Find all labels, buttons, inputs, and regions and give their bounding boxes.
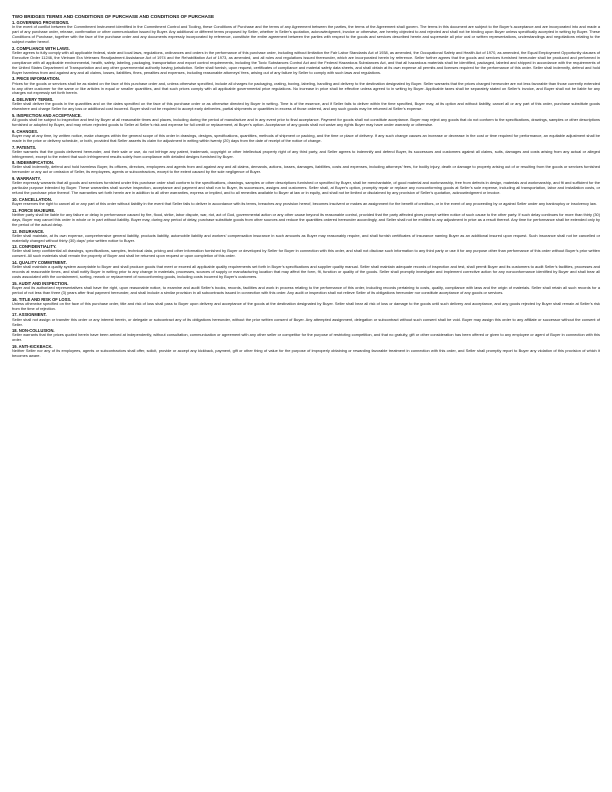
section-body: Seller warrants that the goods delivered hereunder, and their sale or use, do not infringe any patent, trademark, copyright or other intellectual property right of any third party, and Seller agrees to indemnify and defend Buyer, its successors and customers against all claims, suits, damages and costs arising from any actual or alleged infringement, except to the extent that such infringement results solely from compliance with detailed designs furnished by Buyer.	[12, 148, 600, 159]
terms-section	[12, 197, 600, 207]
section-body: Buyer and its authorized representatives shall have the right, upon reasonable notice, to examine and audit Seller’s books, records, facilities and work in process relating to the performance of this order, including records pertaining to costs, quality, compliance with laws and the origin of materials. Seller shall retain all such records for a period of not less than three (3) years after final payment hereunder, and shall include a similar provision in all subcontracts issued in connection with this order. Any audit or inspection shall not relieve Seller of its obligations hereunder nor constitute acceptance of any goods or services.	[12, 284, 600, 295]
section-body: All goods shall be subject to inspection and test by Buyer at all reasonable times and places, including during the period of manufacture and in any event prior to final acceptance. Payment for goods shall not constitute acceptance. Buyer may reject any goods that do not conform to the specifications, drawings, samples or other descriptions furnished or adopted by Buyer, and may return rejected goods to Seller at Seller’s risk and expense for full credit or replacement, at Buyer’s option. Acceptance of any goods shall not waive any rights Buyer may have under warranty or otherwise.	[12, 117, 600, 128]
section-body: Seller shall keep confidential all drawings, specifications, samples, technical data, pricing and other information furnished by Buyer or developed by Seller for Buyer in connection with this order, and shall not disclose such information to any third party or use it for any purpose other than performance of this order without Buyer’s prior written consent. All such materials shall remain the property of Buyer and shall be returned upon request or upon completion of this order.	[12, 248, 600, 259]
section-heading: 8. INDEMNIFICATION.	[12, 160, 54, 166]
section-heading: 4. DELIVERY TERMS.	[12, 97, 54, 103]
section-heading: 1. GOVERNING PROVISIONS.	[12, 20, 70, 26]
section-heading: 6. CHANGES.	[12, 128, 39, 134]
terms-section	[12, 46, 600, 76]
terms-section	[12, 145, 600, 160]
terms-section	[12, 113, 600, 128]
section-heading: 19. ANTI-KICKBACK.	[12, 344, 53, 350]
section-body: Seller agrees to fully comply with all applicable federal, state and local laws, regulations, ordinances and orders in the performance of this purchase order, including without limitation the Fair Labor Standards Act of 1938, as amended, the Occupational Safety and Health Act of 1970, as amended, the Equal Employment Opportunity clauses of Executive Order 11246, the Vietnam Era Veterans Readjustment Assistance Act of 1974 and the Rehabilitation Act of 1973, as amended, and all rules and regulations issued thereunder, which are incorporated herein by reference. Seller further agrees that the goods and services furnished hereunder shall be produced and performed in compliance with all applicable environmental, health, safety, labeling, packaging, transportation and export control requirements, including the Toxic Substances Control Act and the Federal Hazardous Substances Act, and that all hazardous materials shall be identified, packaged, labeled and shipped in accordance with the requirements of the United States Department of Transportation and any other governmental authority having jurisdiction. Seller shall furnish, upon request, certificates of compliance and material safety data sheets, and shall obtain at its own expense all permits and licenses required for the performance of this order. Seller shall indemnify, defend and hold Buyer harmless from and against any and all claims, losses, liabilities, fines, penalties and expenses, including reasonable attorneys’ fees, arising out of any failure by Seller to comply with such laws and regulations.	[12, 49, 600, 75]
section-heading: 18. NON-COLLUSION.	[12, 328, 55, 334]
section-body: Seller shall not assign or transfer this order or any interest herein, or delegate or subcontract any of its obligations hereunder, without the prior written consent of Buyer. Any attempted assignment, delegation or subcontract without such consent shall be void. Buyer may assign this order to any affiliate or successor without the consent of Seller.	[12, 316, 600, 327]
terms-section	[12, 97, 600, 112]
terms-section	[12, 260, 600, 280]
section-heading: 15. AUDIT AND INSPECTION.	[12, 280, 69, 286]
terms-sections	[12, 20, 600, 359]
terms-section	[12, 129, 600, 144]
section-body: Seller shall maintain a quality system acceptable to Buyer and shall produce goods that meet or exceed all applicable quality requirements set forth in Buyer’s specifications and supplier quality manual. Seller shall maintain adequate records of inspection and test, shall permit Buyer and its customers to audit Seller’s facilities, processes and records at reasonable times, and shall notify Buyer in writing prior to any change in materials, processes, sources of supply or manufacturing location that may affect the form, fit, function or quality of the goods. Seller shall promptly investigate and implement corrective action for any nonconformance identified by Buyer and shall bear all costs associated with the containment, sorting, rework or replacement of nonconforming goods, including costs incurred by Buyer’s customers.	[12, 264, 600, 280]
section-body: Buyer may at any time, by written notice, make changes within the general scope of this order in drawings, designs, specifications, quantities, methods of shipment or packing, and the time or place of delivery. If any such change causes an increase or decrease in the cost or time required for performance, an equitable adjustment shall be made in the price or delivery schedule, or both, provided that Seller asserts its claim for adjustment in writing within twenty (20) days from the date of receipt of the notice of change.	[12, 132, 600, 143]
terms-section	[12, 20, 600, 45]
terms-section	[12, 244, 600, 259]
section-heading: 9. WARRANTY.	[12, 176, 41, 182]
section-heading: 2. COMPLIANCE WITH LAWS.	[12, 45, 70, 51]
section-heading: 7. PATENTS.	[12, 144, 37, 150]
section-heading: 13. CONFIDENTIALITY.	[12, 244, 57, 250]
section-body: Buyer reserves the right to cancel all or any part of this order without liability in the event that Seller fails to deliver in accordance with its terms, breaches any provision hereof, becomes insolvent or makes an assignment for the benefit of creditors, or in the event of any proceeding by or against Seller under any bankruptcy or insolvency law.	[12, 201, 597, 207]
terms-section	[12, 344, 600, 359]
terms-section	[12, 76, 600, 96]
section-body: Seller shall deliver the goods in the quantities and on the dates specified on the face of this purchase order or as otherwise directed by Buyer in writing. Time is of the essence, and if Seller fails to deliver within the time specified, Buyer may, at its option and without liability, cancel all or any part of this order, purchase substitute goods elsewhere and charge Seller for any loss or additional cost incurred. Buyer shall not be required to accept early deliveries, partial shipments or quantities in excess of those ordered, and any such goods may be returned at Seller’s expense.	[12, 101, 600, 112]
terms-section	[12, 297, 600, 312]
section-heading: 12. INSURANCE.	[12, 228, 45, 234]
terms-section	[12, 176, 600, 196]
section-body: Seller warrants that the prices quoted herein have been arrived at independently, without consultation, communication or agreement with any other seller or competitor for the purpose of restricting competition, and that no gratuity, gift or other consideration has been offered or given to any employee or agent of Buyer in connection with this order.	[12, 332, 600, 343]
section-body: Neither party shall be liable for any failure or delay in performance caused by fire, flood, strike, labor dispute, war, riot, act of God, governmental action or any other cause beyond its reasonable control, provided that the party affected gives prompt written notice of such cause to the other party. If such delay continues for more than thirty (30) days, Buyer may cancel this order in whole or in part without liability. Buyer may, during any period of delay, purchase substitute goods from other sources and reduce the quantities ordered hereunder accordingly, and Seller shall not be entitled to any adjustment in price as a result thereof. Any time for performance shall be extended only by the period of the actual delay.	[12, 211, 600, 227]
section-heading: 17. ASSIGNMENT.	[12, 312, 47, 318]
section-heading: 11. FORCE MAJEURE.	[12, 207, 56, 213]
terms-section	[12, 312, 600, 327]
terms-section	[12, 281, 600, 296]
section-heading: 14. QUALITY COMMITMENT.	[12, 260, 67, 266]
terms-section	[12, 160, 600, 175]
section-heading: 10. CANCELLATION.	[12, 196, 52, 202]
section-body: Seller shall indemnify, defend and hold harmless Buyer, its officers, directors, employees and agents from and against any and all claims, demands, actions, losses, damages, liabilities, costs and expenses, including attorneys’ fees, for bodily injury, death or damage to property arising out of or resulting from the goods or services furnished hereunder or any act or omission of Seller, its employees, agents or subcontractors, except to the extent caused by the sole negligence of Buyer.	[12, 164, 600, 175]
section-heading: 3. PRICE INFORMATION.	[12, 76, 60, 82]
section-heading: 16. TITLE AND RISK OF LOSS.	[12, 296, 72, 302]
terms-section	[12, 328, 600, 343]
terms-section	[12, 229, 600, 244]
section-body: Prices for the goods or services shall be as stated on the face of this purchase order and, unless otherwise specified, include all charges for packaging, crating, boxing, labeling, handling and delivery to the destination designated by Buyer. Seller warrants that the prices charged hereunder are not less favorable than those currently extended to any other customer for the same or like articles in equal or smaller quantities, and that such prices comply with all applicable governmental price regulations. No increase in price shall be effective unless agreed to in writing by Buyer. Applicable taxes shall be separately stated on Seller’s invoice, and Buyer shall not be liable for any charges not expressly set forth herein.	[12, 80, 600, 96]
document-title: TWO BRIDGES TERMS AND CONDITIONS OF PURCHASE AND CONDITIONS OF PURCHASE	[12, 14, 215, 19]
section-body: Unless otherwise specified on the face of this purchase order, title and risk of loss shall pass to Buyer upon delivery and acceptance of the goods at the destination designated by Buyer. Seller shall bear all risk of loss or damage to the goods until such delivery and acceptance, and any goods rejected by Buyer shall remain at Seller’s risk from the time of rejection.	[12, 300, 600, 311]
section-heading: 5. INSPECTION AND ACCEPTANCE.	[12, 113, 82, 118]
terms-section	[12, 208, 600, 228]
section-body: Seller expressly warrants that all goods and services furnished under this purchase order shall conform to the specifications, drawings, samples or other descriptions furnished or specified by Buyer, shall be merchantable, of good material and workmanship, free from defects in design, materials and workmanship, and fit and sufficient for the particular purpose intended by Buyer. These warranties shall survive inspection, acceptance and payment and shall run to Buyer, its successors, assigns and customers. Seller shall, at Buyer’s option, promptly repair or replace any nonconforming goods at Seller’s sole expense, including all transportation, labor and installation costs, or refund the purchase price thereof. The warranties set forth herein are in addition to all other warranties, express or implied, and to all remedies available to Buyer at law or in equity, and shall not be limited or disclaimed by any provision of Seller’s quotation, acknowledgment or invoice.	[12, 180, 600, 196]
section-body: In the event of conflict between the Commitment Instrument identified in the Commitment Control and Tooling, these Conditions of Purchase and the terms of any Agreement between the parties, the terms of the Agreement shall govern. The terms in this document are subject to the Buyer’s acceptance and are incorporated into and made a part of any purchase order, release, confirmation or other communication issued by Buyer. Any additional or different terms proposed by Seller, whether in Seller’s quotation, acknowledgment, invoice or otherwise, are hereby objected to and rejected and shall not be binding upon Buyer unless specifically accepted in writing by Buyer. These Conditions of Purchase, together with the face of the purchase order and any documents expressly incorporated by reference, constitute the entire agreement between the parties with respect to the goods and services described herein and supersede all prior oral or written representations, understandings and negotiations relating to the subject matter hereof.	[12, 24, 600, 45]
section-body: Seller shall maintain, at its own expense, comprehensive general liability, products liability, automobile liability and workers’ compensation insurance in such amounts as Buyer may reasonably require, and shall furnish certificates of insurance naming Buyer as an additional insured upon request. Such insurance shall not be cancelled or materially changed without thirty (30) days’ prior written notice to Buyer.	[12, 232, 600, 243]
section-body: Neither Seller nor any of its employees, agents or subcontractors shall offer, solicit, provide or accept any kickback, payment, gift or other thing of value for the purpose of improperly obtaining or rewarding favorable treatment in connection with this order, and Seller shall promptly report to Buyer any violation of this provision of which it becomes aware.	[12, 348, 600, 359]
